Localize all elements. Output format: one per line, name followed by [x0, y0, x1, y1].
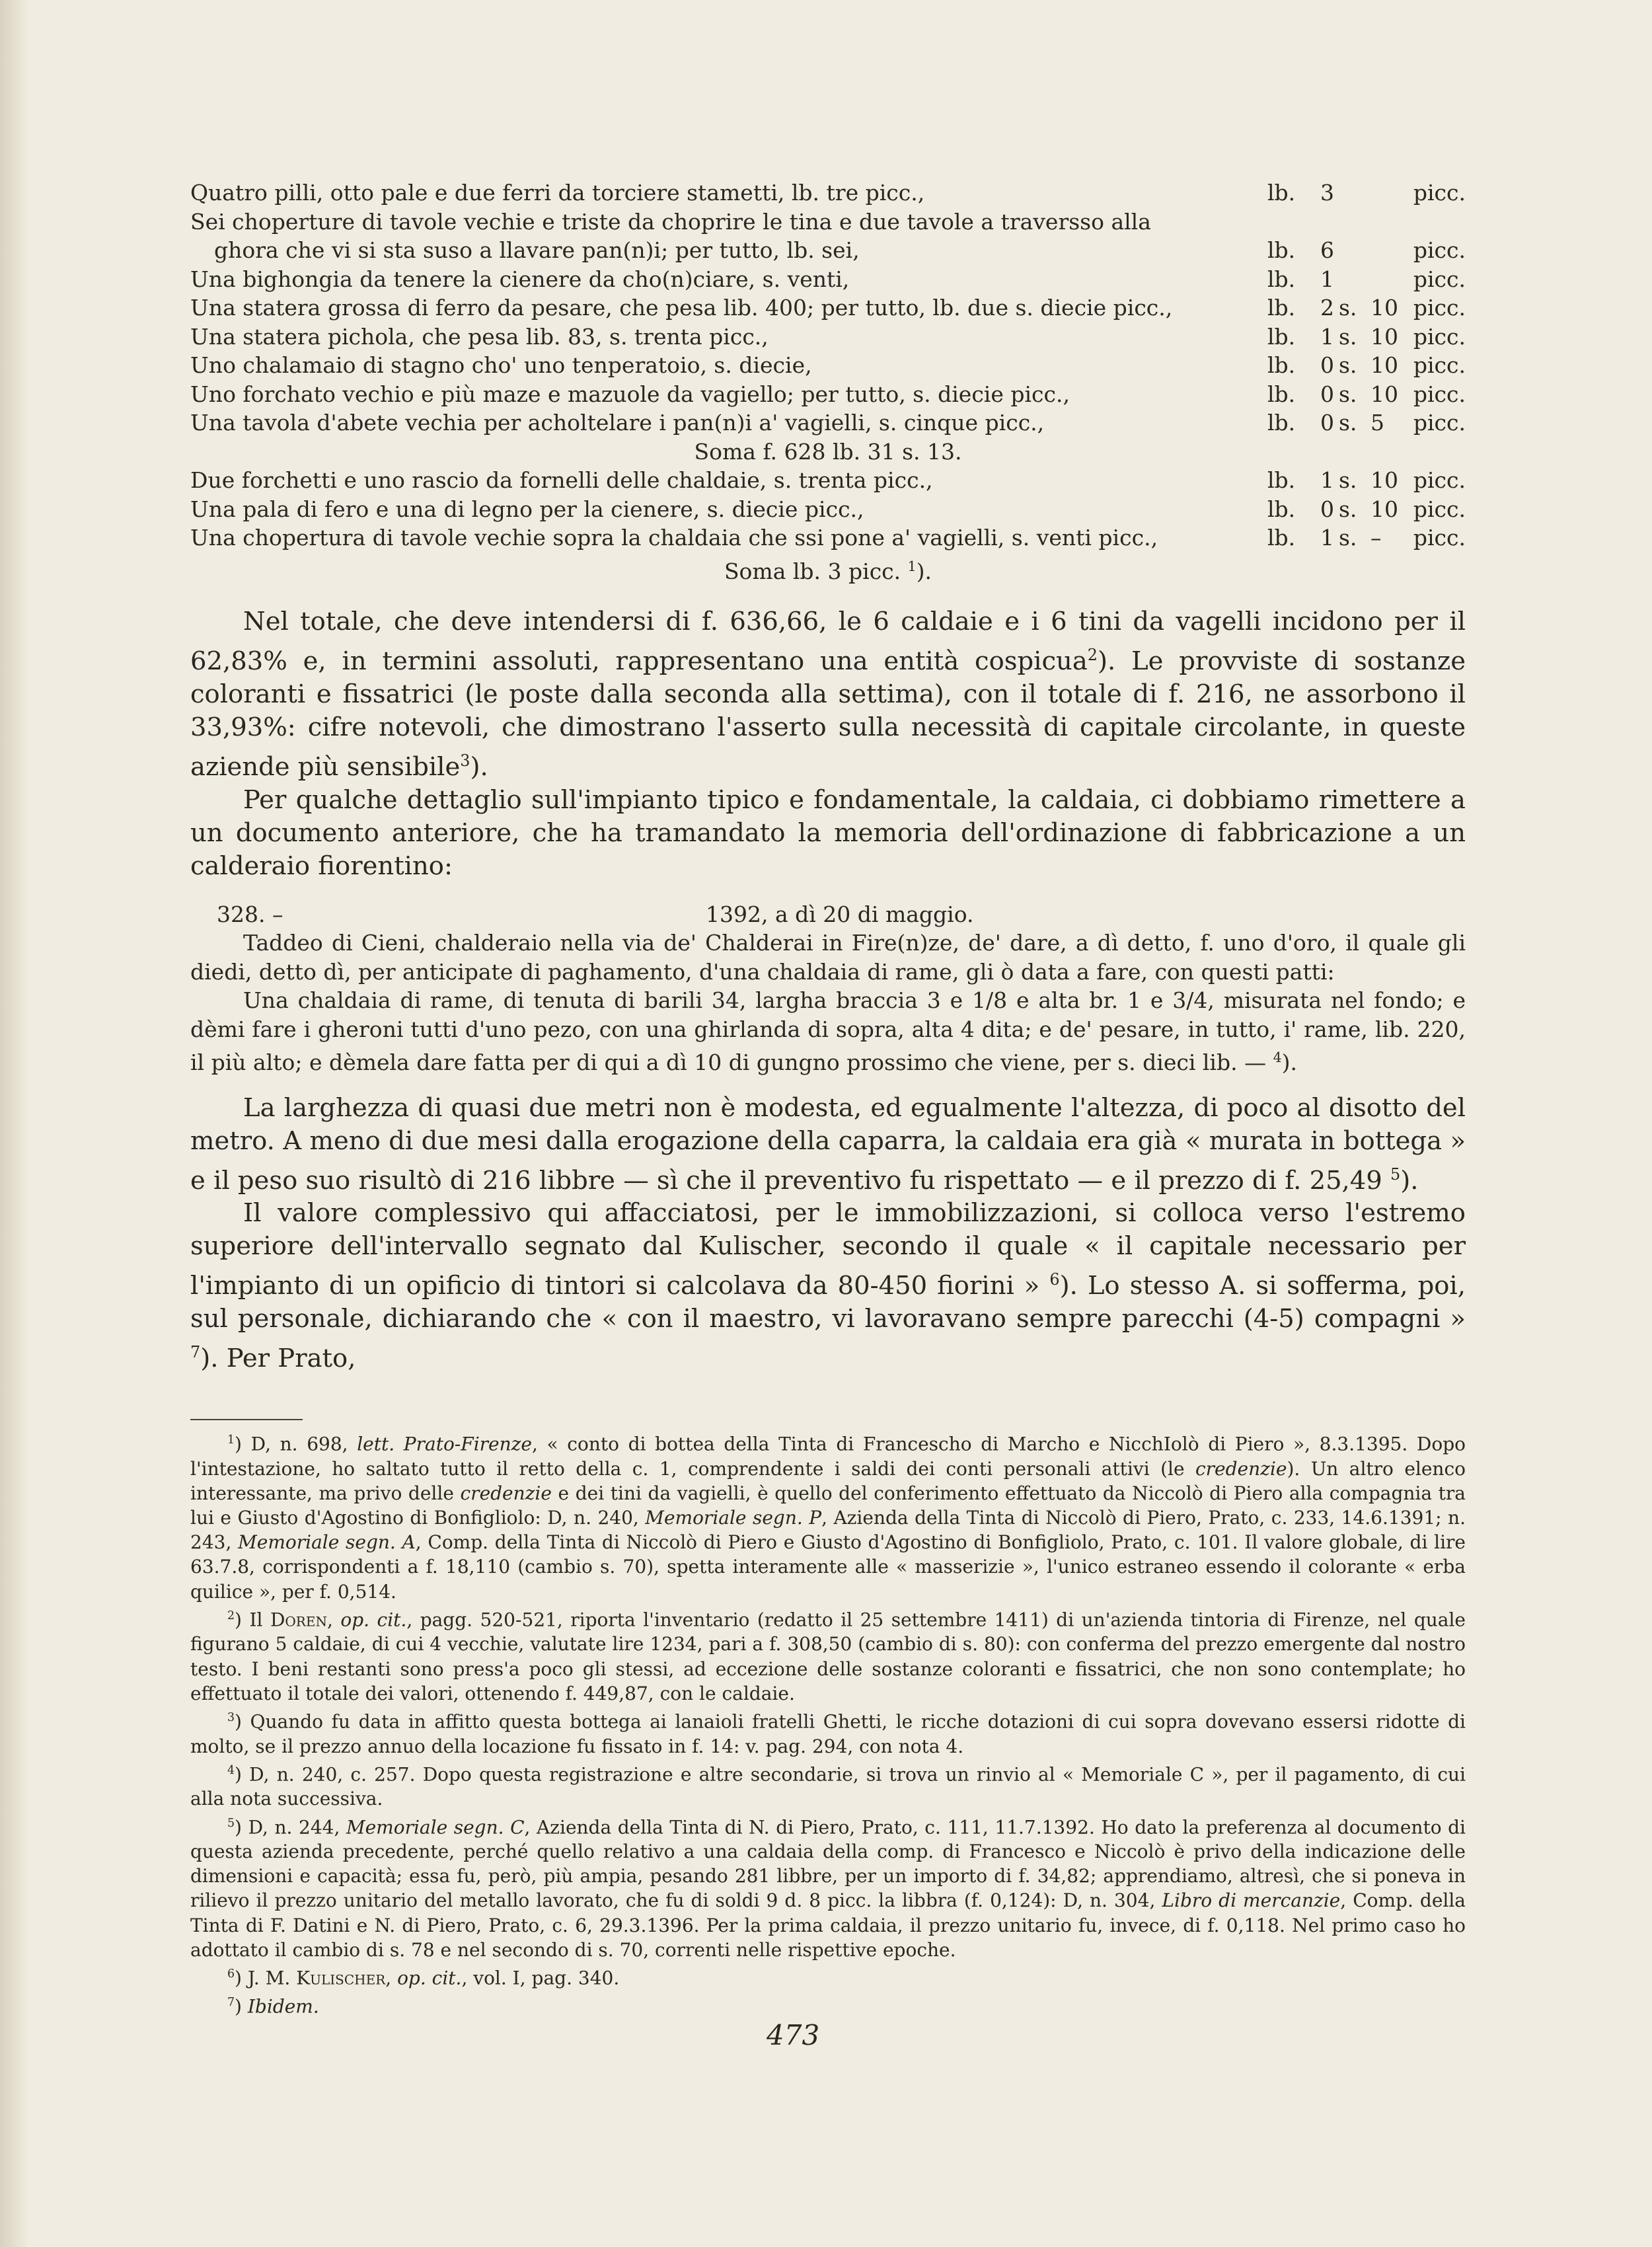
- lire-label: lb.: [1267, 295, 1296, 321]
- paragraph-4: Il valore complessivo qui affacciatosi, per le immobilizzazioni, si colloca verso l'estremo superiore dell'intervallo segnato dal Kulischer, secondo il quale « il capitale necessario per l'impianto di un opificio di tintori si calcolava da 80-450 fiorini » $^6$). Lo stesso A. si sofferma, poi, sul personale, dichiarando che « con il maestro, vi lavoravano sempre parecchi (4-5) compagni » $^7$). Per Prato,: [190, 1198, 1466, 1374]
- lire-value: 1: [1320, 266, 1334, 292]
- lire-label: lb.: [1267, 352, 1296, 378]
- note-ref: 1: [907, 558, 917, 574]
- item-description: ghora che vi si sta suso a llavare pan(n)i; per tutto, lb. sei,: [214, 237, 860, 263]
- lire-value: 1: [1320, 323, 1334, 350]
- currency-label: picc.: [1413, 467, 1466, 493]
- binding-fold: [0, 0, 26, 2247]
- soldi-value: 10: [1370, 323, 1398, 350]
- lire-value: 1: [1320, 525, 1334, 551]
- page-content: [190, 178, 1466, 2018]
- soldi-label: s.: [1339, 295, 1357, 321]
- document-paragraph-1: Taddeo di Cieni, chalderaio nella via de' Chalderai in Fire(n)ze, de' dare, a dì detto, f. uno d'oro, il quale gli diedi, detto dì, per anticipate di paghamento, d'una chaldaia di rame, gli ò data a fare, con questi patti:: [190, 930, 1466, 985]
- footnote-6: $^6$) J. M. Kulischer, op. cit., vol. I, pag. 340.: [227, 1967, 620, 1989]
- footnotes: [190, 1428, 1466, 2018]
- footnote-7: $^7$) Ibidem.: [227, 1995, 319, 2017]
- note-ref: 4: [1273, 1049, 1282, 1066]
- item-description: Quatro pilli, otto pale e due ferri da torciere stametti, lb. tre picc.,: [190, 180, 925, 206]
- lire-label: lb.: [1267, 467, 1296, 493]
- lire-label: lb.: [1267, 266, 1296, 292]
- lire-label: lb.: [1267, 410, 1296, 436]
- item-description: Sei choperture di tavole vechie e triste da choprire le tina e due tavole a traversso alla: [190, 208, 1151, 235]
- inventory-row: [190, 323, 1466, 352]
- soldi-label: s.: [1339, 525, 1357, 551]
- item-description: Una statera grossa di ferro da pesare, che pesa lib. 400; per tutto, lb. due s. diecie picc.,: [190, 295, 1173, 321]
- lire-label: lb.: [1267, 496, 1296, 522]
- inventory-list-2: [190, 466, 1466, 552]
- item-description: Una tavola d'abete vechia per acholtelare i pan(n)i a' vagielli, s. cinque picc.,: [190, 410, 1045, 436]
- footnote-1: $^1$) D, n. 698, lett. Prato-Firenze, « conto di bottea della Tinta di Francescho di Marcho e NicchIolò di Piero », 8.3.1395. Dopo l'intestazione, ho saltato tutto il retto della c. 1, comprendente i saldi dei conti personali attivi (le credenzie). Un altro elenco interessante, ma privo delle credenzie e dei tini da vagielli, è quello del conferimento effettuato da Niccolò di Piero alla compagnia tra lui e Giusto d'Agostino di Bonfigliolo: D, n. 240, Memoriale segn. P, Azienda della Tinta di Niccolò di Piero, Prato, c. 233, 14.6.1391; n. 243, Memoriale segn. A, Comp. della Tinta di Niccolò di Piero e Giusto d'Agostino di Bonfigliolo, Prato, c. 101. Il valore globale, di lire 63.7.8, corrispondenti a f. 18,110 (cambio s. 70), spetta interamente alle « masserizie », l'unico estraneo essendo il colorante « erba quilice », per f. 0,514.: [190, 1433, 1466, 1603]
- soldi-value: 5: [1370, 410, 1384, 436]
- paragraph-1: Nel totale, che deve intendersi di f. 636,66, le 6 caldaie e i 6 tini da vagelli incidono per il 62,83% e, in termini assoluti, rappresentano una entità cospicua$^2$). Le provviste di sostanze coloranti e fissatrici (le poste dalla seconda alla settima), con il totale di f. 216, ne assorbono il 33,93%: cifre notevoli, che dimostrano l'asserto sulla necessità di capitale circolante, in queste aziende più sensibile$^3$).: [190, 607, 1466, 782]
- item-description: Una bighongia da tenere la cienere da cho(n)ciare, s. venti,: [190, 266, 850, 292]
- lire-value: 2: [1320, 295, 1334, 321]
- soldi-label: s.: [1339, 410, 1357, 436]
- item-description: Una pala di fero e una di legno per la cienere, s. diecie picc.,: [190, 496, 864, 522]
- lire-label: lb.: [1267, 237, 1296, 263]
- note-ref: 2: [1087, 646, 1098, 664]
- soldi-value: –: [1370, 525, 1382, 551]
- note-ref: 3: [460, 751, 470, 770]
- soldi-value: 10: [1370, 381, 1398, 407]
- soldi-value: 10: [1370, 467, 1398, 493]
- lire-value: 3: [1320, 180, 1334, 206]
- currency-label: picc.: [1413, 525, 1466, 551]
- soldi-label: s.: [1339, 467, 1357, 493]
- soma-2-text: Soma lb. 3 picc.: [724, 558, 901, 584]
- soldi-value: 10: [1370, 352, 1398, 378]
- lire-value: 6: [1320, 237, 1334, 263]
- inventory-row: [190, 495, 1466, 524]
- currency-label: picc.: [1413, 180, 1466, 206]
- soldi-value: 10: [1370, 295, 1398, 321]
- lire-value: 0: [1320, 496, 1334, 522]
- lire-value: 0: [1320, 410, 1334, 436]
- soldi-label: s.: [1339, 352, 1357, 378]
- soma-line-1: Soma f. 628 lb. 31 s. 13.: [694, 438, 962, 465]
- footnote-5: $^5$) D, n. 244, Memoriale segn. C, Azienda della Tinta di N. di Piero, Prato, c. 111, 11.7.1392. Ho dato la preferenza al documento di questa azienda precedente, perché quello relativo a una caldaia della comp. di Francesco e Niccolò è privo della indicazione delle dimensioni e capacità; essa fu, però, più ampia, pesando 281 libbre, per un importo di f. 34,82; apprendiamo, altresì, che si poneva in rilievo il prezzo unitario del metallo lavorato, che fu di soldi 9 d. 8 picc. la libbra (f. 0,124): D, n. 304, Libro di mercanzie, Comp. della Tinta di F. Datini e N. di Piero, Prato, c. 6, 29.3.1396. Per la prima caldaia, il prezzo unitario fu, invece, di f. 0,118. Nel primo caso ho adottato il cambio di s. 78 e nel secondo di s. 70, correnti nelle rispettive epoche.: [190, 1815, 1466, 1961]
- inventory-row: [190, 408, 1466, 438]
- footnote-4: $^4$) D, n. 240, c. 257. Dopo questa registrazione e altre secondarie, si trova un rinvio al « Memoriale C », per il pagamento, di cui alla nota successiva.: [190, 1763, 1466, 1810]
- paragraph-2: Per qualche dettaglio sull'impianto tipico e fondamentale, la caldaia, ci dobbiamo rimettere a un documento anteriore, che ha tramandato la memoria dell'ordinazione di fabbricazione a un calderaio fiorentino:: [190, 784, 1466, 881]
- note-ref: 6: [1049, 1270, 1060, 1289]
- currency-label: picc.: [1413, 237, 1466, 263]
- soldi-label: s.: [1339, 496, 1357, 522]
- currency-label: picc.: [1413, 410, 1466, 436]
- inventory-row: [190, 208, 1466, 237]
- document-text: [190, 929, 1466, 1077]
- lire-label: lb.: [1267, 525, 1296, 551]
- paragraph-3: La larghezza di quasi due metri non è modesta, ed egualmente l'altezza, di poco al disotto del metro. A meno di due mesi dalla erogazione della caparra, la caldaia era già « murata in bottega » e il peso suo risultò di 216 libbre — sì che il preventivo fu rispettato — e il prezzo di f. 25,49 $^5$).: [190, 1092, 1466, 1196]
- inventory-list: [190, 178, 1466, 438]
- item-description: Uno forchato vechio e più maze e mazuole da vagiello; per tutto, s. diecie picc.,: [190, 381, 1070, 407]
- lire-value: 0: [1320, 381, 1334, 407]
- inventory-row: [190, 523, 1466, 552]
- inventory-row: [190, 466, 1466, 495]
- page-number: 473: [767, 2019, 820, 2051]
- soldi-label: s.: [1339, 323, 1357, 350]
- document-header: [190, 900, 1466, 929]
- footnote-rule: [190, 1419, 303, 1420]
- lire-label: lb.: [1267, 381, 1296, 407]
- currency-label: picc.: [1413, 266, 1466, 292]
- fraction: 3/4: [1172, 987, 1208, 1014]
- currency-label: picc.: [1413, 323, 1466, 350]
- fraction: 1/8: [971, 987, 1008, 1014]
- lire-label: lb.: [1267, 323, 1296, 350]
- item-description: Una chopertura di tavole vechie sopra la chaldaia che ssi pone a' vagielli, s. venti picc.,: [190, 525, 1158, 551]
- soma-line-2: Soma lb. 3 picc. $^1$).: [724, 558, 932, 584]
- note-ref: 5: [1390, 1164, 1401, 1184]
- inventory-row: [190, 380, 1466, 409]
- currency-label: picc.: [1413, 381, 1466, 407]
- soldi-value: 10: [1370, 496, 1398, 522]
- item-description: Una statera pichola, che pesa lib. 83, s. trenta picc.,: [190, 323, 769, 350]
- inventory-row: [190, 178, 1466, 208]
- footnote-2: $^2$) Il Doren, op. cit., pagg. 520-521, riporta l'inventario (redatto il 25 settembre 1411) di un'azienda tintoria di Firenze, nel quale figurano 5 caldaie, di cui 4 vecchie, valutate lire 1234, pari a f. 308,50 (cambio di s. 80): con conferma del prezzo emergente dal nostro testo. I beni restanti sono press'a poco gli stessi, ad eccezione delle sostanze coloranti e fissatrici, che non sono contemplate; ho effettuato il totale dei valori, ottenendo f. 449,87, con le caldaie.: [190, 1609, 1466, 1704]
- footnote-3: $^3$) Quando fu data in affitto questa bottega ai lanaioli fratelli Ghetti, le ricche dotazioni di cui sopra dovevano essersi ridotte di molto, se il prezzo annuo della locazione fu fissato in f. 14: v. pag. 294, con nota 4.: [190, 1710, 1466, 1757]
- inventory-row: [190, 265, 1466, 294]
- note-ref: 7: [190, 1343, 201, 1362]
- lire-value: 0: [1320, 352, 1334, 378]
- currency-label: picc.: [1413, 496, 1466, 522]
- item-description: Uno chalamaio di stagno cho' uno tenperatoio, s. diecie,: [190, 352, 812, 378]
- inventory-row: [190, 236, 1466, 265]
- document-date: 1392, a dì 20 di maggio.: [706, 901, 974, 927]
- currency-label: picc.: [1413, 352, 1466, 378]
- inventory-row: [190, 293, 1466, 323]
- lire-label: lb.: [1267, 180, 1296, 206]
- inventory-row: [190, 351, 1466, 380]
- currency-label: picc.: [1413, 295, 1466, 321]
- document-number: 328. –: [217, 901, 283, 927]
- item-description: Due forchetti e uno rascio da fornelli delle chaldaie, s. trenta picc.,: [190, 467, 933, 493]
- document-paragraph-2: Una chaldaia di rame, di tenuta di barili 34, largha braccia 3 e 1/8 e alta br. 1 e 3/4, misurata nel fondo; e dèmi fare i gheroni tutti d'uno pezo, con una ghirlanda di sopra, alta 4 dita; e de' pesare, in tutto, i' rame, lib. 220, il più alto; e dèmela dare fatta per di qui a dì 10 di gungno prossimo che viene, per s. dieci lib. — $^4$).: [190, 987, 1466, 1076]
- soldi-label: s.: [1339, 381, 1357, 407]
- lire-value: 1: [1320, 467, 1334, 493]
